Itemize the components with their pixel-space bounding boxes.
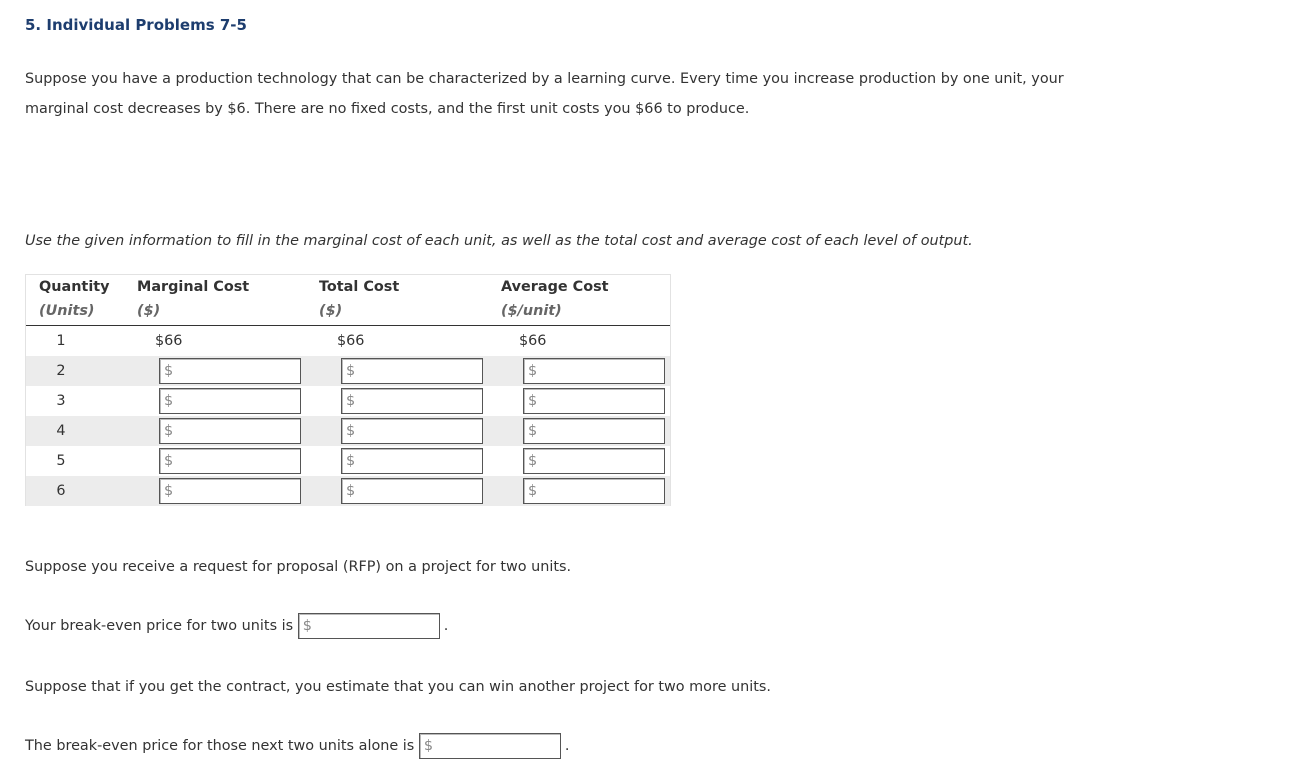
average-cost-input-6[interactable] (523, 478, 665, 504)
average-cost-field-6[interactable] (537, 482, 641, 500)
problem-title: 5. Individual Problems 7-5 (25, 16, 247, 34)
currency-symbol: $ (346, 423, 356, 439)
header-quantity-label: Quantity (39, 279, 110, 295)
currency-symbol: $ (528, 393, 538, 409)
total-cost-field-6[interactable] (355, 482, 459, 500)
marginal-cost-field-2[interactable] (173, 362, 277, 380)
intro-line-2: marginal cost decreases by $6. There are no fixed costs, and the first unit costs you $66 to produce. (25, 101, 750, 117)
header-marginal-cost-label: Marginal Cost (137, 279, 250, 295)
currency-symbol: $ (346, 483, 356, 499)
period: . (443, 618, 449, 634)
header-quantity-unit: (Units) (39, 303, 95, 319)
total-cost-input-2[interactable] (341, 358, 483, 384)
header-total-cost-unit: ($) (319, 303, 343, 319)
marginal-cost-field-4[interactable] (173, 422, 277, 440)
marginal-cost-input-5[interactable] (159, 448, 301, 474)
total-cost-input-3[interactable] (341, 388, 483, 414)
marginal-cost-input-3[interactable] (159, 388, 301, 414)
table-row (26, 386, 670, 416)
table-row (26, 446, 670, 476)
row-quantity: 2 (56, 363, 66, 379)
row-total-cost: $66 (337, 333, 365, 349)
average-cost-field-4[interactable] (537, 422, 641, 440)
total-cost-field-2[interactable] (355, 362, 459, 380)
table-row (26, 416, 670, 446)
row-quantity: 3 (56, 393, 66, 409)
currency-symbol: $ (164, 483, 174, 499)
total-cost-field-5[interactable] (355, 452, 459, 470)
header-total-cost (319, 275, 399, 323)
currency-symbol: $ (528, 423, 538, 439)
average-cost-field-5[interactable] (537, 452, 641, 470)
breakeven-field[interactable] (312, 617, 416, 635)
currency-symbol: $ (164, 393, 174, 409)
currency-symbol: $ (346, 453, 356, 469)
currency-symbol: $ (164, 423, 174, 439)
marginal-cost-input-4[interactable] (159, 418, 301, 444)
table-row (26, 326, 670, 356)
table-row (26, 476, 670, 506)
total-cost-input-4[interactable] (341, 418, 483, 444)
period: . (564, 738, 570, 754)
intro-paragraph (25, 64, 1125, 124)
marginal-cost-field-3[interactable] (173, 392, 277, 410)
row-marginal-cost: $66 (155, 333, 183, 349)
contract-text: Suppose that if you get the contract, you estimate that you can win another project for two more units. (25, 679, 771, 695)
total-cost-input-6[interactable] (341, 478, 483, 504)
average-cost-input-2[interactable] (523, 358, 665, 384)
header-quantity (39, 275, 110, 323)
currency-symbol: $ (302, 618, 312, 634)
header-average-cost (501, 275, 609, 323)
currency-symbol: $ (423, 738, 434, 754)
next-breakeven-input[interactable] (419, 733, 561, 759)
next-breakeven-question (25, 733, 569, 759)
row-quantity: 5 (56, 453, 66, 469)
table-row (26, 356, 670, 386)
total-cost-field-3[interactable] (355, 392, 459, 410)
average-cost-input-3[interactable] (523, 388, 665, 414)
next-breakeven-field[interactable] (433, 737, 537, 755)
breakeven-question (25, 613, 448, 639)
total-cost-input-5[interactable] (341, 448, 483, 474)
intro-line-1: Suppose you have a production technology that can be characterized by a learning curve. Every time you increase production by one unit, your (25, 71, 1064, 87)
cost-table (25, 274, 671, 506)
marginal-cost-field-5[interactable] (173, 452, 277, 470)
header-marginal-cost-unit: ($) (137, 303, 161, 319)
next-breakeven-label: The break-even price for those next two units alone is (25, 738, 415, 754)
average-cost-field-2[interactable] (537, 362, 641, 380)
currency-symbol: $ (346, 393, 356, 409)
row-average-cost: $66 (519, 333, 547, 349)
currency-symbol: $ (528, 483, 538, 499)
currency-symbol: $ (528, 363, 538, 379)
breakeven-label: Your break-even price for two units is (25, 618, 294, 634)
row-quantity: 4 (56, 423, 66, 439)
marginal-cost-field-6[interactable] (173, 482, 277, 500)
rfp-text: Suppose you receive a request for proposal (RFP) on a project for two units. (25, 559, 572, 575)
header-total-cost-label: Total Cost (319, 279, 400, 295)
marginal-cost-input-2[interactable] (159, 358, 301, 384)
total-cost-field-4[interactable] (355, 422, 459, 440)
header-marginal-cost (137, 275, 249, 323)
average-cost-field-3[interactable] (537, 392, 641, 410)
header-average-cost-label: Average Cost (501, 279, 609, 295)
row-quantity: 6 (56, 483, 66, 499)
currency-symbol: $ (528, 453, 538, 469)
marginal-cost-input-6[interactable] (159, 478, 301, 504)
breakeven-input[interactable] (298, 613, 440, 639)
row-quantity: 1 (56, 333, 66, 349)
currency-symbol: $ (346, 363, 356, 379)
average-cost-input-5[interactable] (523, 448, 665, 474)
instruction-text: Use the given information to fill in the marginal cost of each unit, as well as the total cost and average cost of each level of output. (25, 233, 973, 249)
currency-symbol: $ (164, 453, 174, 469)
header-average-cost-unit: ($/unit) (501, 303, 562, 319)
average-cost-input-4[interactable] (523, 418, 665, 444)
currency-symbol: $ (164, 363, 174, 379)
